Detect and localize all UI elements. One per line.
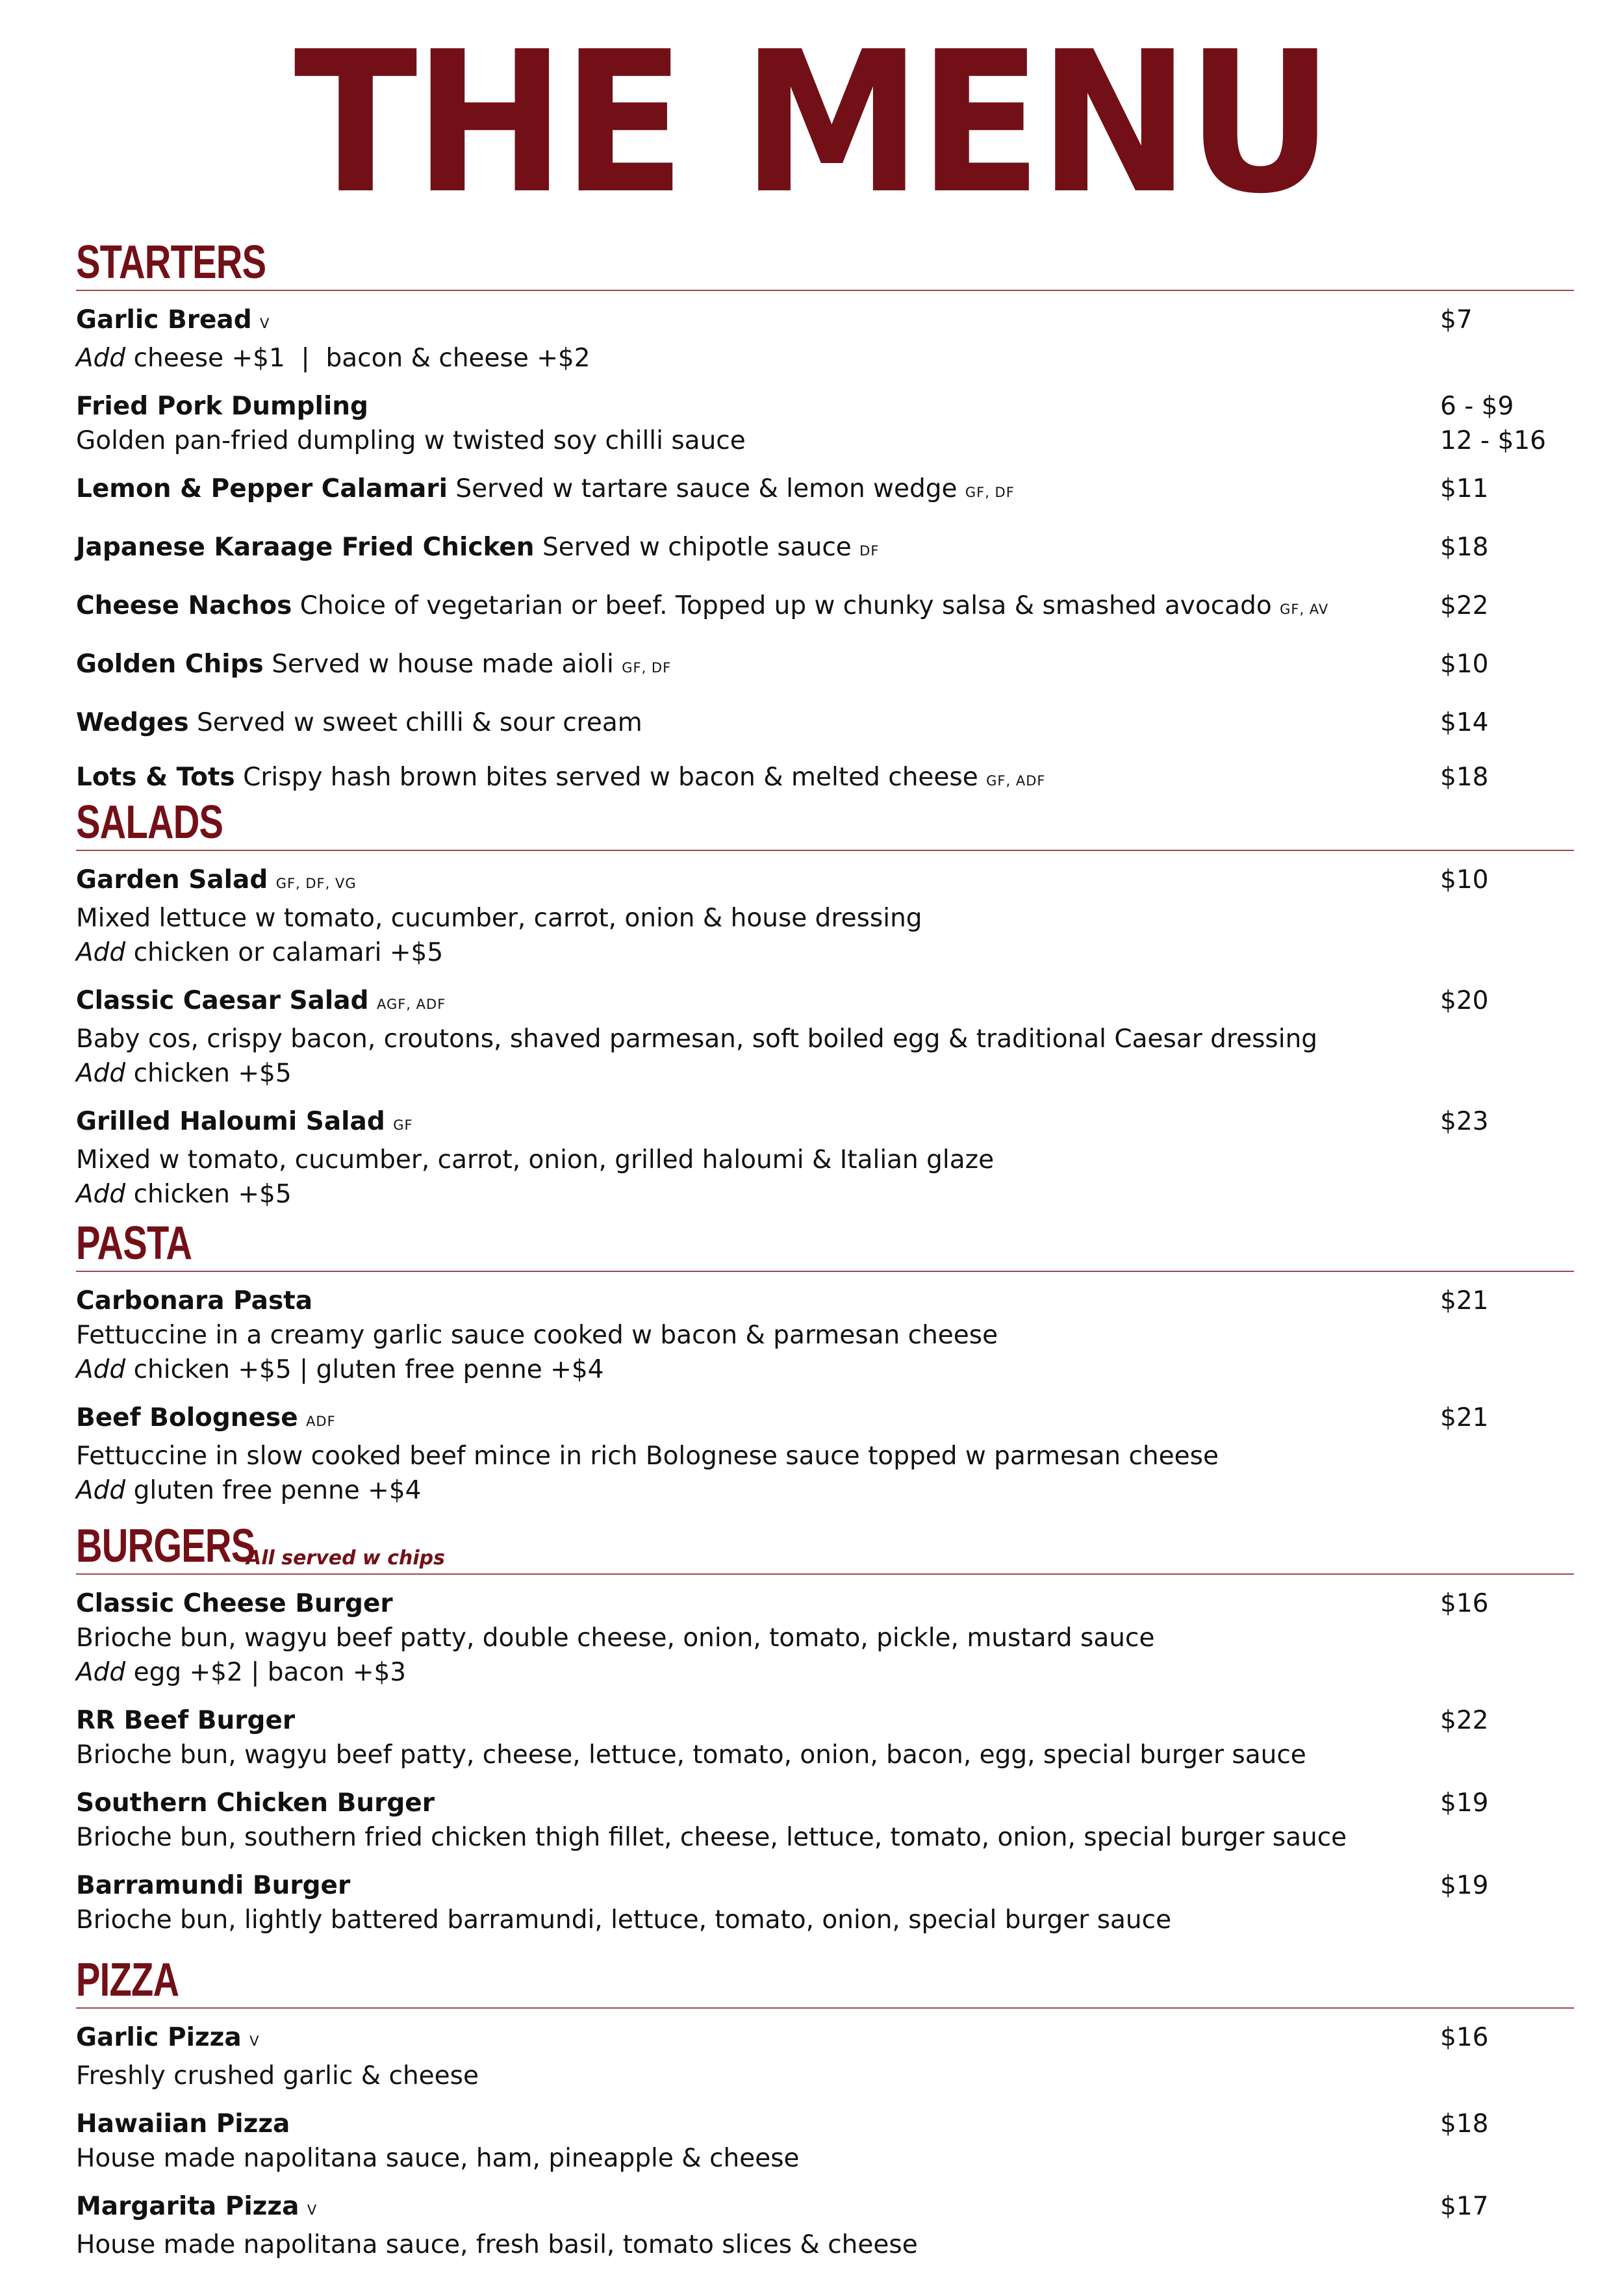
- add-label: Add: [76, 1658, 126, 1687]
- item-description: Fettuccine in slow cooked beef mince in rich Bolognese sauce topped w parmesan cheese: [76, 1442, 1219, 1471]
- menu-item: [76, 389, 1574, 458]
- item-addon: chicken or calamari +$5: [125, 938, 444, 967]
- item-description: Brioche bun, lightly battered barramundi, lettuce, tomato, onion, special burger sauce: [76, 1905, 1172, 1935]
- item-price: $10: [1440, 650, 1489, 679]
- item-description: House made napolitana sauce, ham, pineapple & cheese: [76, 2144, 800, 2173]
- section-title: BURGERS: [76, 1520, 255, 1572]
- menu-item: [76, 760, 1574, 798]
- section-title: STARTERS: [76, 236, 266, 288]
- section-title: PIZZA: [76, 1954, 179, 2006]
- item-name: Carbonara Pasta: [76, 1286, 313, 1316]
- item-price: $11: [1440, 474, 1489, 503]
- item-addon: egg +$2 | bacon +$3: [125, 1658, 407, 1687]
- section-header: [76, 1217, 1574, 1272]
- item-addon: chicken +$5: [125, 1180, 292, 1209]
- item-price: $19: [1440, 1788, 1489, 1818]
- section-header: [76, 1954, 1574, 2009]
- item-description: Mixed lettuce w tomato, cucumber, carrot, onion & house dressing: [76, 904, 922, 933]
- add-label: Add: [76, 1355, 126, 1384]
- item-price: $21: [1440, 1403, 1489, 1432]
- item-description: Brioche bun, wagyu beef patty, double cheese, onion, tomato, pickle, mustard sauce: [76, 1623, 1155, 1653]
- item-name: RR Beef Burger: [76, 1706, 296, 1735]
- item-description: Served w house made aioli: [272, 650, 614, 679]
- item-tags: GF, ADF: [986, 773, 1046, 789]
- item-name: Lots & Tots: [76, 763, 235, 792]
- item-name: Classic Caesar Salad: [76, 986, 369, 1015]
- section-note: All served w chips: [246, 1547, 445, 1570]
- item-tags: GF: [393, 1117, 413, 1133]
- item-name: Hawaiian Pizza: [76, 2109, 290, 2139]
- add-label: Add: [76, 1059, 126, 1088]
- section-burgers: [76, 1520, 1574, 1937]
- item-name: Lemon & Pepper Calamari: [76, 474, 448, 503]
- item-price: $18: [1440, 2109, 1489, 2139]
- add-label: Add: [76, 344, 126, 373]
- item-description: Crispy hash brown bites served w bacon & melted cheese: [243, 763, 978, 792]
- item-name: Wedges: [76, 708, 189, 737]
- item-description: Mixed w tomato, cucumber, carrot, onion, grilled haloumi & Italian glaze: [76, 1145, 995, 1175]
- item-name: Japanese Karaage Fried Chicken: [76, 533, 535, 562]
- item-description: Choice of vegetarian or beef. Topped up w chunky salsa & smashed avocado: [299, 591, 1272, 620]
- item-description: Baby cos, crispy bacon, croutons, shaved parmesan, soft boiled egg & traditional Caesar dressing: [76, 1024, 1318, 1054]
- menu-item: [76, 1284, 1574, 1387]
- item-price: $14: [1440, 708, 1489, 737]
- item-name: Golden Chips: [76, 650, 264, 679]
- item-price: $20: [1440, 986, 1489, 1015]
- item-price: $23: [1440, 1107, 1489, 1136]
- item-name: Garlic Pizza: [76, 2023, 242, 2052]
- item-tags: V: [249, 2033, 260, 2049]
- item-description: Brioche bun, southern fried chicken thigh fillet, cheese, lettuce, tomato, onion, special burger sauce: [76, 1823, 1347, 1852]
- item-name: Beef Bolognese: [76, 1403, 298, 1432]
- item-addon: gluten free penne +$4: [125, 1476, 422, 1505]
- item-price: $16: [1440, 1589, 1489, 1618]
- item-name: Classic Cheese Burger: [76, 1589, 393, 1618]
- add-label: Add: [76, 1476, 126, 1505]
- menu-item: [76, 863, 1574, 970]
- item-price: $22: [1440, 591, 1489, 620]
- section-pasta: [76, 1217, 1574, 1508]
- item-description: House made napolitana sauce, fresh basil, tomato slices & cheese: [76, 2230, 918, 2259]
- item-description: Served w sweet chilli & sour cream: [196, 708, 642, 737]
- item-name: Garlic Bread: [76, 305, 252, 335]
- section-title: PASTA: [76, 1217, 192, 1269]
- item-tags: V: [307, 2202, 318, 2218]
- item-tags: ADF: [306, 1414, 336, 1429]
- menu-item: [76, 303, 1574, 375]
- item-price-large: 12 - $16: [1440, 426, 1546, 455]
- item-tags: GF, AV: [1280, 602, 1329, 617]
- item-description: Fettuccine in a creamy garlic sauce cooked w bacon & parmesan cheese: [76, 1321, 998, 1350]
- menu-item: [76, 1401, 1574, 1508]
- section-header: [76, 796, 1574, 851]
- item-description: Served w tartare sauce & lemon wedge: [455, 474, 958, 503]
- item-tags: DF: [859, 543, 880, 559]
- menu-item: [76, 530, 1574, 568]
- item-description: Served w chipotle sauce: [542, 533, 852, 562]
- item-price-small: 6 - $9: [1440, 392, 1514, 421]
- item-tags: AGF, ADF: [376, 997, 446, 1012]
- section-header: [76, 236, 1574, 291]
- menu-item: [76, 984, 1574, 1091]
- item-price: $19: [1440, 1871, 1489, 1900]
- item-name: Grilled Haloumi Salad: [76, 1107, 385, 1136]
- add-label: Add: [76, 1180, 126, 1209]
- menu-item: [76, 1786, 1574, 1855]
- item-price: $18: [1440, 533, 1489, 562]
- menu-item: [76, 705, 1574, 740]
- item-tags: GF, DF: [622, 660, 672, 676]
- menu-title: THE MENU: [294, 10, 1330, 236]
- item-tags: GF, DF: [965, 485, 1015, 500]
- item-price: $16: [1440, 2023, 1489, 2052]
- menu-item: [76, 1868, 1574, 1937]
- item-description: Freshly crushed garlic & cheese: [76, 2061, 479, 2091]
- item-name: Fried Pork Dumpling: [76, 392, 368, 421]
- item-name: Margarita Pizza: [76, 2192, 299, 2221]
- menu-item: [76, 1104, 1574, 1212]
- item-name: Cheese Nachos: [76, 591, 292, 620]
- item-name: Garden Salad: [76, 865, 268, 895]
- item-price: $21: [1440, 1286, 1489, 1316]
- item-description: Golden pan-fried dumpling w twisted soy chilli sauce: [76, 426, 746, 455]
- menu-item: [76, 647, 1574, 685]
- item-name: Barramundi Burger: [76, 1871, 351, 1900]
- menu-item: [76, 1586, 1574, 1690]
- item-price: $10: [1440, 865, 1489, 895]
- item-price: $18: [1440, 763, 1489, 792]
- menu-item: [76, 472, 1574, 510]
- item-addon: chicken +$5: [125, 1059, 292, 1088]
- section-starters: [76, 236, 1574, 798]
- section-salads: [76, 796, 1574, 1212]
- item-price: $7: [1440, 305, 1473, 335]
- item-tags: V: [260, 316, 270, 331]
- item-addon: chicken +$5 | gluten free penne +$4: [125, 1355, 604, 1384]
- item-price: [1440, 389, 1546, 458]
- item-addon: cheese +$1 | bacon & cheese +$2: [125, 344, 590, 373]
- section-title: SALADS: [76, 796, 223, 848]
- section-pizza: [76, 1954, 1574, 2262]
- item-price: $17: [1440, 2192, 1489, 2221]
- item-description: Brioche bun, wagyu beef patty, cheese, lettuce, tomato, onion, bacon, egg, special burger sauce: [76, 1740, 1306, 1770]
- menu-item: [76, 2020, 1574, 2093]
- menu-item: [76, 589, 1574, 627]
- menu-item: [76, 1703, 1574, 1772]
- item-name: Southern Chicken Burger: [76, 1788, 435, 1818]
- item-tags: GF, DF, VG: [275, 876, 357, 891]
- menu-item: [76, 2189, 1574, 2262]
- add-label: Add: [76, 938, 126, 967]
- menu-item: [76, 2107, 1574, 2176]
- section-header: [76, 1520, 1574, 1575]
- item-price: $22: [1440, 1706, 1489, 1735]
